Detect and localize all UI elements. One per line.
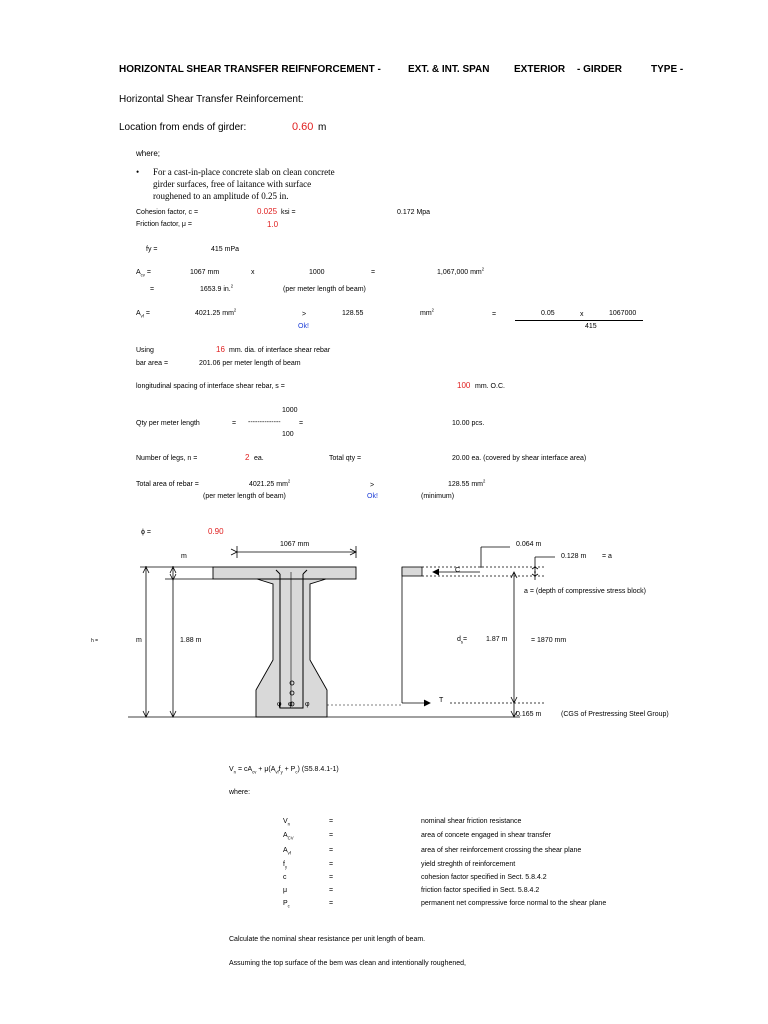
avf-x: x xyxy=(580,311,584,318)
legend-symbol: $V_n$ xyxy=(283,818,291,827)
footer-line-1: Calculate the nominal shear resistance per unit length of beam. xyxy=(229,936,426,943)
cgs-label: (CGS of Prestressing Steel Group) xyxy=(561,711,669,718)
bullet-line-3: roughened to an amplitude of 0.25 in. xyxy=(153,191,289,201)
legend-description: area of sher reinforcement crossing the shear plane xyxy=(421,847,582,854)
header-title: HORIZONTAL SHEAR TRANSFER REIFNFORCEMENT - xyxy=(119,64,381,75)
total-area-gt: > xyxy=(370,482,375,489)
header-span: EXT. & INT. SPAN xyxy=(408,64,490,75)
qty-result: 10.00 pcs. xyxy=(452,420,485,427)
bar-area-label: bar area = xyxy=(136,360,169,367)
strand-phi-right: φ xyxy=(305,701,310,708)
width-label: 1067 mm xyxy=(280,541,310,548)
acv-v1: 1067 mm xyxy=(190,269,220,276)
phi-label: ϕ = xyxy=(141,529,151,536)
footer-line-2: Assuming the top surface of the bem was clean and intentionally roughened, xyxy=(229,960,466,967)
total-area-ok: Ok! xyxy=(367,493,378,500)
avf-num1: 0.05 xyxy=(541,310,555,317)
compression-c-label: C xyxy=(455,567,461,574)
h-label: h = xyxy=(91,638,99,644)
girder-section xyxy=(213,567,402,717)
total-qty-label: Total qty = xyxy=(329,455,362,462)
ds-mm: = 1870 mm xyxy=(531,637,567,644)
legend-symbol: $P_c$ xyxy=(283,900,290,909)
phi-value: 0.90 xyxy=(208,527,224,536)
legend-description: cohesion factor specified in Sect. 5.8.4.2 xyxy=(421,874,547,881)
formula-where: where: xyxy=(229,789,251,796)
legend-symbol: $f_y$ xyxy=(283,861,288,870)
acv-eq2: = xyxy=(371,269,376,276)
a-note-label: a = (depth of compressive stress block) xyxy=(524,588,646,595)
legs-label: Number of legs, n = xyxy=(136,455,198,462)
qty-eq2: = xyxy=(299,420,304,427)
location-unit: m xyxy=(318,122,327,133)
where-label: where; xyxy=(136,149,161,158)
total-area-note: (per meter length of beam) xyxy=(203,493,286,500)
height-label: 1.88 m xyxy=(180,637,202,644)
legend-description: nominal shear friction resistance xyxy=(421,818,522,825)
bar-area-value: 201.06 per meter length of beam xyxy=(199,360,301,367)
avf-den: 415 xyxy=(585,323,597,330)
vn-formula: $V_n = cA_{cv} + \mu(A_{vf}f_y + P_c)$ (S5.8.4.1-1) xyxy=(229,766,339,775)
legend-symbol: μ xyxy=(283,887,288,894)
legend-equals: = xyxy=(329,874,334,881)
avf-eq2: = xyxy=(492,311,497,318)
qty-label: Qty per meter length xyxy=(136,420,200,427)
ds-label: $d_s=$ xyxy=(457,636,468,645)
total-area-min: 128.55 $mm^2$ xyxy=(448,478,486,488)
section-title: Horizontal Shear Transfer Reinforcement: xyxy=(119,94,304,105)
spacing-unit: mm. O.C. xyxy=(475,383,505,390)
dim-0128-label: 0.128 m xyxy=(561,553,587,560)
legend-description: yield streghth of reinforcement xyxy=(421,861,516,868)
qty-num: 1000 xyxy=(282,407,298,414)
acv-label: $A_{cv}$ = xyxy=(136,269,151,278)
bullet-line-1: For a cast-in-place concrete slab on clean concrete xyxy=(153,167,335,177)
m-left-label: m xyxy=(136,637,142,644)
legend-description: friction factor specified in Sect. 5.8.4.2 xyxy=(421,887,540,894)
cohesion-unit: ksi = xyxy=(281,209,296,216)
total-qty-value: 20.00 ea. (covered by shear interface area) xyxy=(452,455,587,462)
using-label: Using xyxy=(136,347,154,354)
qty-dashes: -------------- xyxy=(248,419,281,426)
cohesion-mpa: 0.172 Mpa xyxy=(397,209,431,216)
total-area-value: 4021.25 $mm^2$ xyxy=(249,478,291,488)
avf-min: 128.55 xyxy=(342,310,364,317)
legend-equals: = xyxy=(329,847,334,854)
friction-label: Friction factor, μ = xyxy=(136,221,192,228)
avf-label: $A_{vf}$ = xyxy=(136,310,150,319)
qty-eq: = xyxy=(232,420,237,427)
header-exterior: EXTERIOR xyxy=(514,64,566,75)
cohesion-label: Cohesion factor, c = xyxy=(136,209,199,216)
acv-eq3: = xyxy=(150,286,155,293)
legend-equals: = xyxy=(329,887,334,894)
legend-description: area of concete engaged in shear transfer xyxy=(421,832,551,839)
legend-symbol: $A_{vf}$ xyxy=(283,847,291,856)
strand-phi-mid: φ xyxy=(277,701,282,708)
legend-description: permanent net compressive force normal to the shear plane xyxy=(421,900,607,907)
total-area-minimum: (minimum) xyxy=(421,493,455,500)
friction-value: 1.0 xyxy=(267,220,279,229)
dim-0165-label: 0.165 m xyxy=(516,711,542,718)
acv-in2: 1653.9 in.$^2$ xyxy=(200,283,234,293)
girder-web xyxy=(256,579,327,717)
legend-symbol: c xyxy=(283,874,287,881)
rebar-dia-text: mm. dia. of interface shear rebar xyxy=(229,347,331,354)
acv-note: (per meter length of beam) xyxy=(283,286,366,293)
avf-value: 4021.25 $mm^2$ xyxy=(195,307,237,317)
legend-symbol: $A_{CV}$ xyxy=(283,832,294,841)
eq-a-label: = a xyxy=(602,553,612,560)
spacing-label: longitudinal spacing of interface shear rebar, s = xyxy=(136,383,285,390)
avf-unit: $mm^2$ xyxy=(420,307,435,317)
legs-value: 2 xyxy=(245,453,250,462)
qty-den: 100 xyxy=(282,431,294,438)
location-label: Location from ends of girder: xyxy=(119,122,247,133)
location-value: 0.60 xyxy=(292,121,314,133)
bullet-dot: • xyxy=(136,167,140,177)
acv-result: 1,067,000 $mm^2$ xyxy=(437,266,485,276)
fy-label: fy = xyxy=(146,246,158,253)
header-girder: - GIRDER xyxy=(577,64,622,75)
m-top-label: m xyxy=(181,553,187,560)
avf-num2: 1067000 xyxy=(609,310,637,317)
cohesion-value: 0.025 xyxy=(257,207,278,216)
dim-0064-label: 0.064 m xyxy=(516,541,542,548)
tension-t-label: T xyxy=(439,697,444,704)
spacing-value: 100 xyxy=(457,381,471,390)
legend-equals: = xyxy=(329,900,334,907)
acv-v2: 1000 xyxy=(309,269,325,276)
legend-equals: = xyxy=(329,818,334,825)
deck-slab xyxy=(213,567,356,579)
legend-equals: = xyxy=(329,832,334,839)
avf-ok: Ok! xyxy=(298,323,309,330)
acv-x: x xyxy=(251,269,255,276)
header-type: TYPE - xyxy=(651,64,684,75)
total-area-label: Total area of rebar = xyxy=(136,481,199,488)
ds-value: 1.87 m xyxy=(486,636,508,643)
legs-unit: ea. xyxy=(254,455,264,462)
bullet-line-2: girder surfaces, free of laitance with surface xyxy=(153,179,312,189)
fy-value: 415 mPa xyxy=(211,246,240,253)
strand-phi-left: φ xyxy=(288,701,293,708)
legend-equals: = xyxy=(329,861,334,868)
rebar-dia: 16 xyxy=(216,345,225,354)
avf-gt: > xyxy=(302,311,307,318)
